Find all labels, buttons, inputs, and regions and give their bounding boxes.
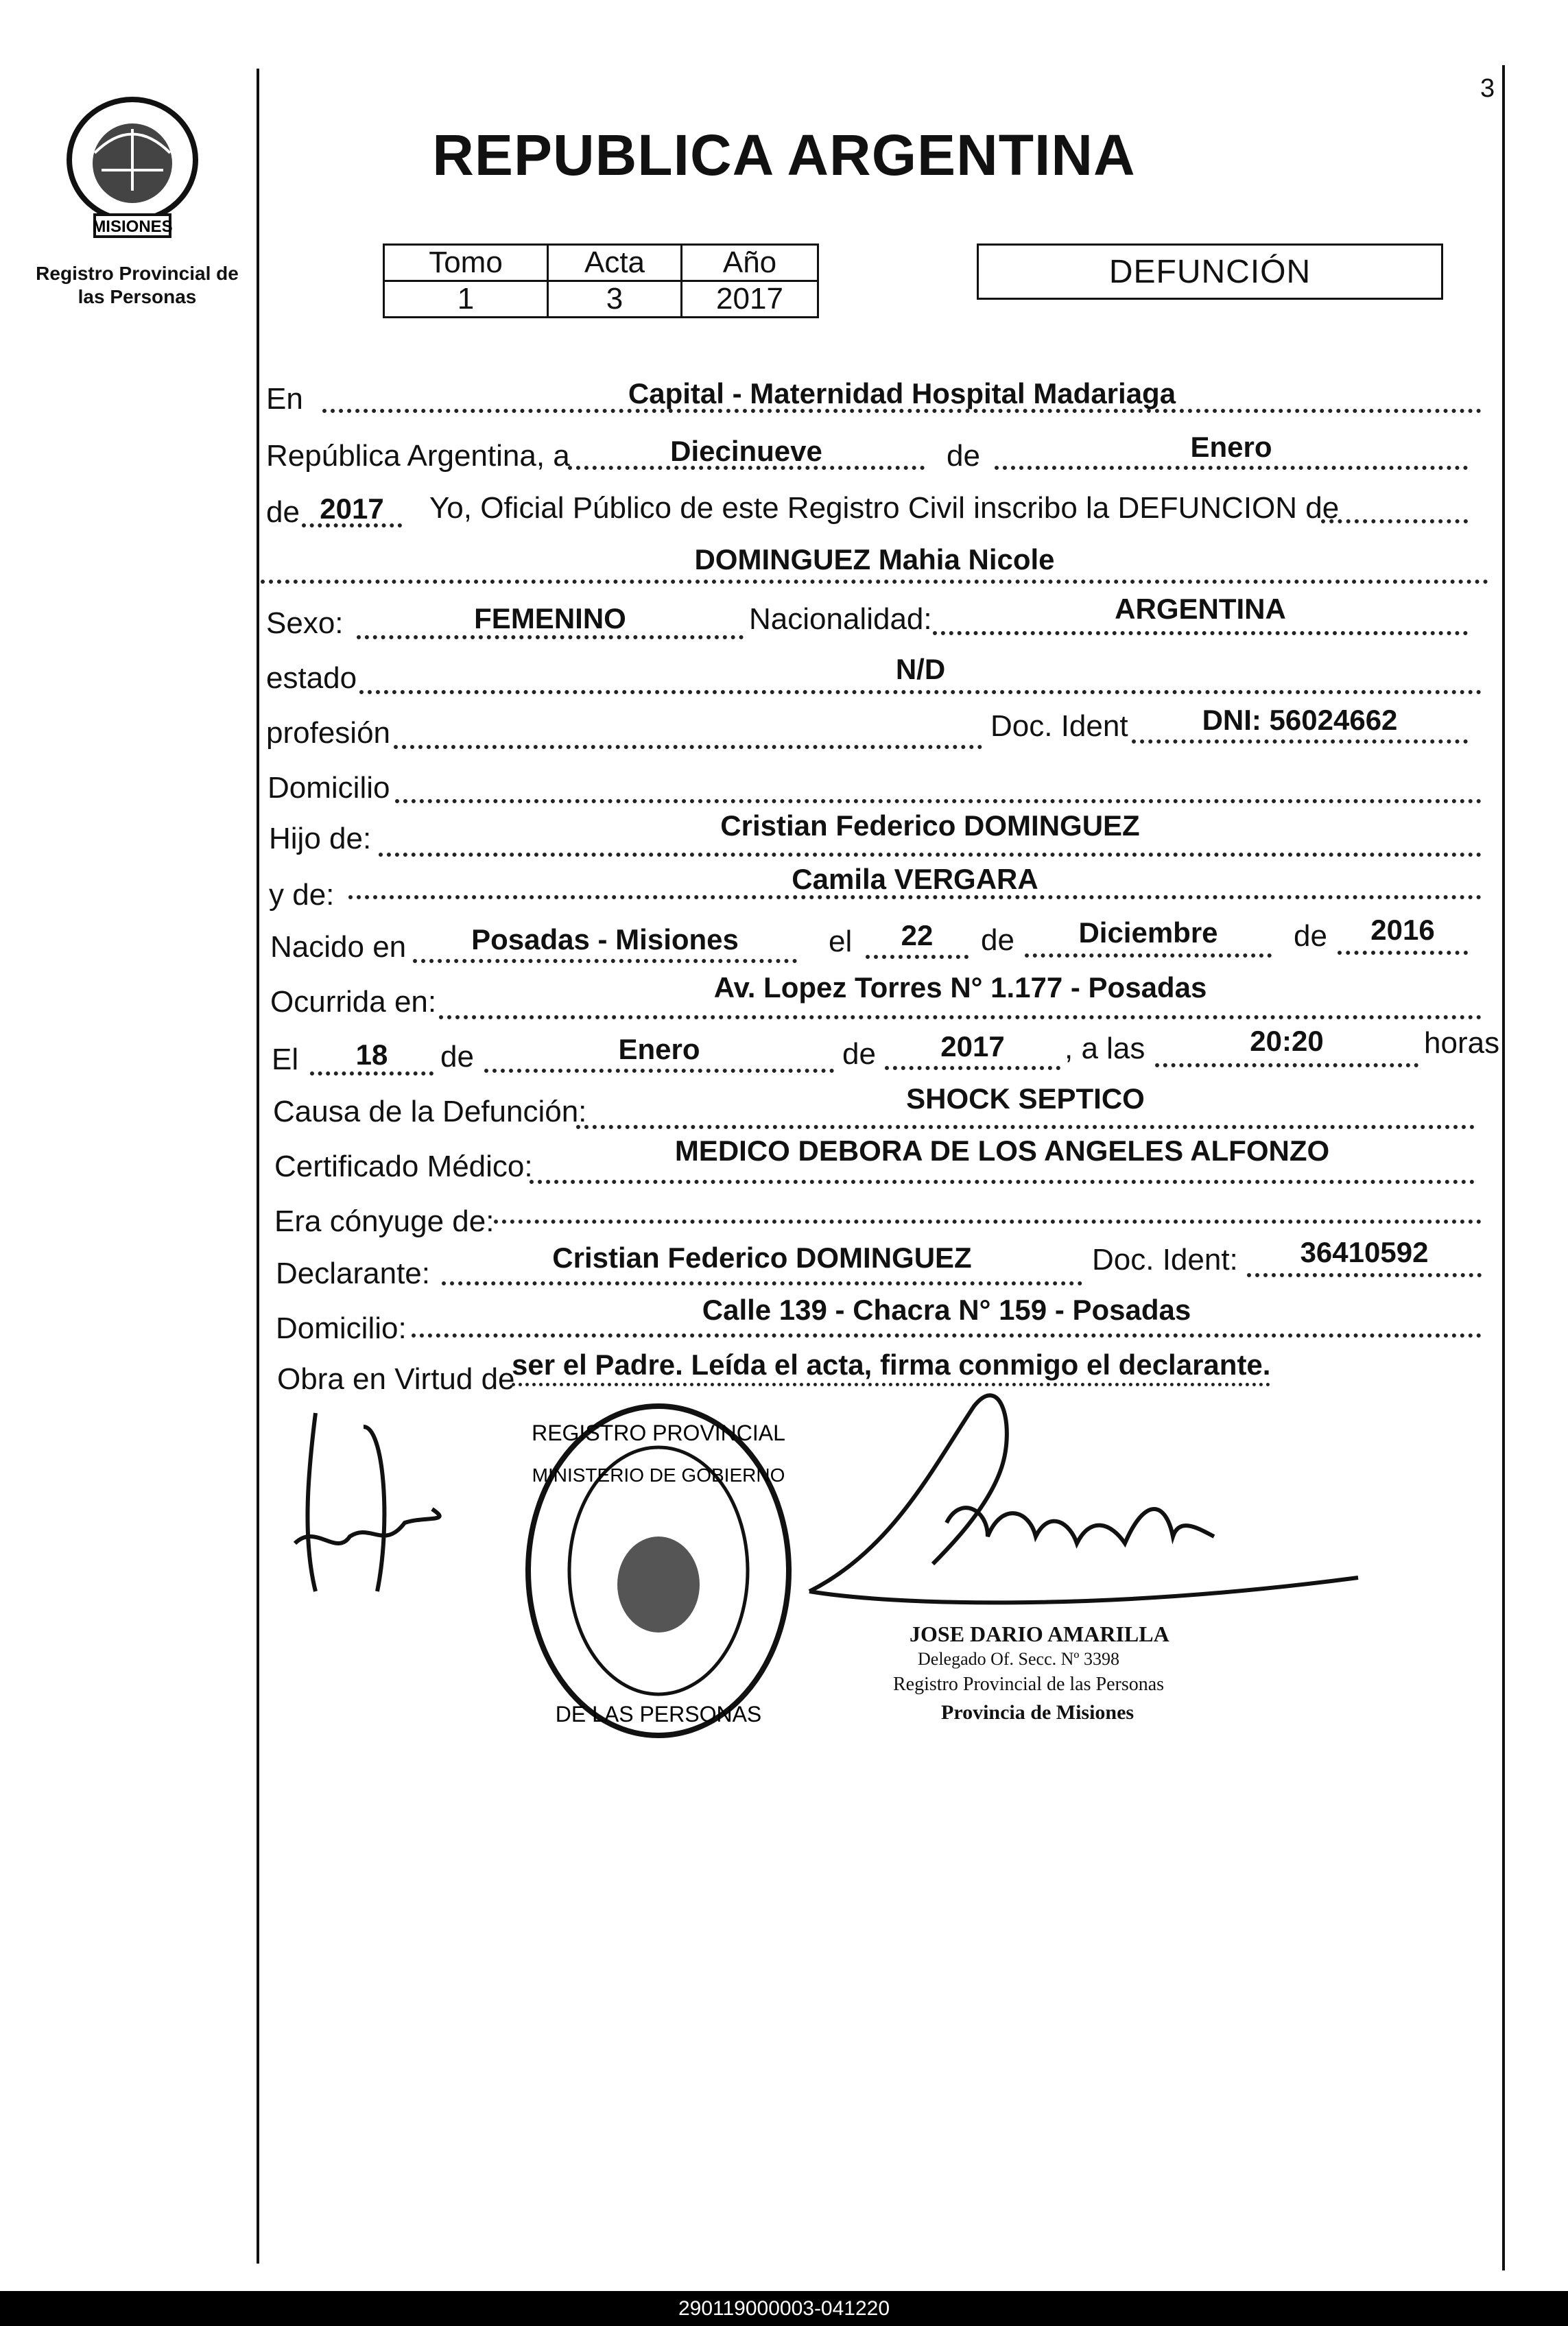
dotted-line bbox=[379, 853, 1482, 857]
label-el-cap: El bbox=[272, 1043, 299, 1076]
label-profesion: profesión bbox=[266, 716, 391, 750]
dotted-line bbox=[359, 690, 1482, 694]
label-republica-a: República Argentina, a bbox=[266, 439, 570, 473]
label-y-de: y de: bbox=[269, 878, 335, 912]
dotted-line bbox=[413, 959, 797, 963]
acta-table bbox=[383, 244, 819, 318]
dotted-line bbox=[442, 1281, 1082, 1285]
acta-header-acta: Acta bbox=[548, 245, 682, 281]
label-estado: estado bbox=[266, 661, 357, 695]
value-dia-inscripcion: Diecinueve bbox=[670, 435, 822, 467]
dotted-line bbox=[866, 955, 969, 959]
label-de: de bbox=[440, 1040, 474, 1073]
dotted-line bbox=[395, 799, 1482, 803]
label-domicilio: Domicilio bbox=[268, 771, 390, 805]
acta-value-anio: 2017 bbox=[682, 281, 818, 318]
value-documento: DNI: 56024662 bbox=[1202, 704, 1398, 736]
value-causa: SHOCK SEPTICO bbox=[906, 1082, 1145, 1115]
label-nacido-en: Nacido en bbox=[270, 930, 407, 964]
dotted-line bbox=[1155, 1063, 1418, 1067]
label-de: de bbox=[947, 439, 980, 473]
official-signature bbox=[809, 1395, 1358, 1602]
value-anio-nacimiento: 2016 bbox=[1370, 914, 1435, 946]
value-lugar-nacimiento: Posadas - Misiones bbox=[471, 923, 739, 956]
value-lugar-defuncion: Av. Lopez Torres N° 1.177 - Posadas bbox=[713, 971, 1207, 1004]
value-domicilio-declarante: Calle 139 - Chacra N° 159 - Posadas bbox=[702, 1294, 1191, 1326]
svg-text:MISIONES: MISIONES bbox=[92, 217, 173, 236]
value-lugar: Capital - Maternidad Hospital Madariaga bbox=[628, 377, 1176, 410]
document-code-footer: 290119000003-041220 bbox=[0, 2291, 1568, 2326]
label-conyuge: Era cónyuge de: bbox=[274, 1204, 495, 1238]
official-office: Registro Provincial de las Personas bbox=[893, 1674, 1165, 1695]
registry-label-line1: Registro Provincial de bbox=[36, 263, 239, 284]
acta-header-anio: Año bbox=[682, 245, 818, 281]
value-sexo: FEMENINO bbox=[474, 602, 626, 634]
dotted-line bbox=[357, 635, 744, 639]
value-nombre: DOMINGUEZ Mahia Nicole bbox=[694, 543, 1055, 575]
dotted-line bbox=[494, 1220, 1482, 1224]
registry-label bbox=[14, 262, 261, 309]
label-domicilio-declarante: Domicilio: bbox=[276, 1312, 407, 1345]
value-nacionalidad: ARGENTINA bbox=[1115, 593, 1286, 625]
value-dia-defuncion: 18 bbox=[355, 1039, 388, 1071]
dotted-line bbox=[1338, 951, 1468, 955]
acta-value-acta: 3 bbox=[548, 281, 682, 318]
label-doc-ident: Doc. Ident bbox=[990, 709, 1128, 743]
dotted-line bbox=[1321, 519, 1468, 523]
acta-header-tomo: Tomo bbox=[384, 245, 548, 281]
dotted-line bbox=[1247, 1273, 1482, 1277]
act-type-box: DEFUNCIÓN bbox=[977, 244, 1443, 300]
label-certificado: Certificado Médico: bbox=[274, 1150, 533, 1183]
label-obra-en-virtud: Obra en Virtud de bbox=[277, 1362, 515, 1396]
svg-text:MINISTERIO DE GOBIERNO: MINISTERIO DE GOBIERNO bbox=[532, 1464, 785, 1486]
signature-stamp-area bbox=[274, 1386, 1372, 1797]
label-en: En bbox=[266, 382, 303, 416]
dotted-line bbox=[412, 1333, 1482, 1338]
svg-text:DE LAS PERSONAS: DE LAS PERSONAS bbox=[555, 1702, 762, 1726]
page-number: 3 bbox=[1480, 74, 1495, 103]
dotted-line bbox=[439, 1015, 1482, 1019]
registry-label-line2: las Personas bbox=[78, 286, 197, 307]
label-hijo-de: Hijo de: bbox=[269, 822, 372, 855]
label-horas: horas bbox=[1424, 1026, 1500, 1060]
value-obra-texto: ser el Padre. Leída el acta, firma conmigo el declarante. bbox=[512, 1349, 1270, 1386]
official-province: Provincia de Misiones bbox=[941, 1701, 1135, 1724]
value-padre: Cristian Federico DOMINGUEZ bbox=[720, 809, 1140, 842]
value-dia-nacimiento: 22 bbox=[901, 919, 934, 951]
dotted-line bbox=[576, 1125, 1475, 1129]
dotted-line bbox=[261, 580, 1488, 584]
dotted-line bbox=[484, 1069, 834, 1073]
value-certificado: MEDICO DEBORA DE LOS ANGELES ALFONZO bbox=[674, 1135, 1330, 1167]
page-title: REPUBLICA ARGENTINA bbox=[432, 123, 1136, 187]
label-de: de bbox=[1294, 919, 1327, 953]
value-declarante: Cristian Federico DOMINGUEZ bbox=[552, 1242, 972, 1274]
label-declarante: Declarante: bbox=[276, 1257, 431, 1290]
dotted-line bbox=[310, 1071, 433, 1076]
left-margin-line bbox=[257, 69, 259, 2264]
dotted-line bbox=[933, 631, 1468, 635]
label-causa: Causa de la Defunción: bbox=[273, 1095, 587, 1128]
value-doc-declarante: 36410592 bbox=[1300, 1236, 1429, 1268]
value-mes-inscripcion: Enero bbox=[1190, 431, 1272, 463]
dotted-line bbox=[1132, 739, 1468, 744]
official-role: Delegado Of. Secc. Nº 3398 bbox=[918, 1649, 1119, 1669]
label-nacionalidad: Nacionalidad: bbox=[749, 602, 932, 636]
acta-value-tomo: 1 bbox=[384, 281, 548, 318]
value-madre: Camila VERGARA bbox=[792, 863, 1038, 895]
dotted-line bbox=[530, 1180, 1475, 1184]
value-anio-inscripcion: 2017 bbox=[320, 493, 384, 525]
dotted-line bbox=[1025, 953, 1272, 958]
value-estado: N/D bbox=[895, 653, 946, 685]
label-de: de bbox=[266, 495, 300, 529]
label-de: de bbox=[981, 923, 1014, 957]
value-anio-defuncion: 2017 bbox=[940, 1030, 1005, 1063]
dotted-line bbox=[394, 745, 982, 749]
official-seal bbox=[528, 1406, 789, 1735]
value-hora-defuncion: 20:20 bbox=[1250, 1025, 1324, 1057]
svg-text:REGISTRO PROVINCIAL: REGISTRO PROVINCIAL bbox=[532, 1421, 785, 1445]
label-de: de bbox=[842, 1037, 876, 1071]
label-el: el bbox=[829, 925, 853, 958]
official-name: JOSE DARIO AMARILLA bbox=[910, 1622, 1169, 1646]
dotted-line bbox=[995, 466, 1468, 470]
dotted-line bbox=[885, 1066, 1060, 1070]
right-margin-line bbox=[1502, 65, 1505, 2270]
value-mes-nacimiento: Diciembre bbox=[1078, 916, 1218, 949]
label-yo-oficial: Yo, Oficial Público de este Registro Civil inscribo la DEFUNCION de bbox=[429, 491, 1340, 525]
label-ocurrida-en: Ocurrida en: bbox=[270, 985, 437, 1019]
value-mes-defuncion: Enero bbox=[618, 1033, 700, 1065]
label-a-las: , a las bbox=[1065, 1032, 1145, 1065]
label-doc-ident-declarante: Doc. Ident: bbox=[1092, 1243, 1238, 1277]
label-sexo: Sexo: bbox=[266, 606, 344, 640]
declarant-signature bbox=[295, 1413, 440, 1591]
